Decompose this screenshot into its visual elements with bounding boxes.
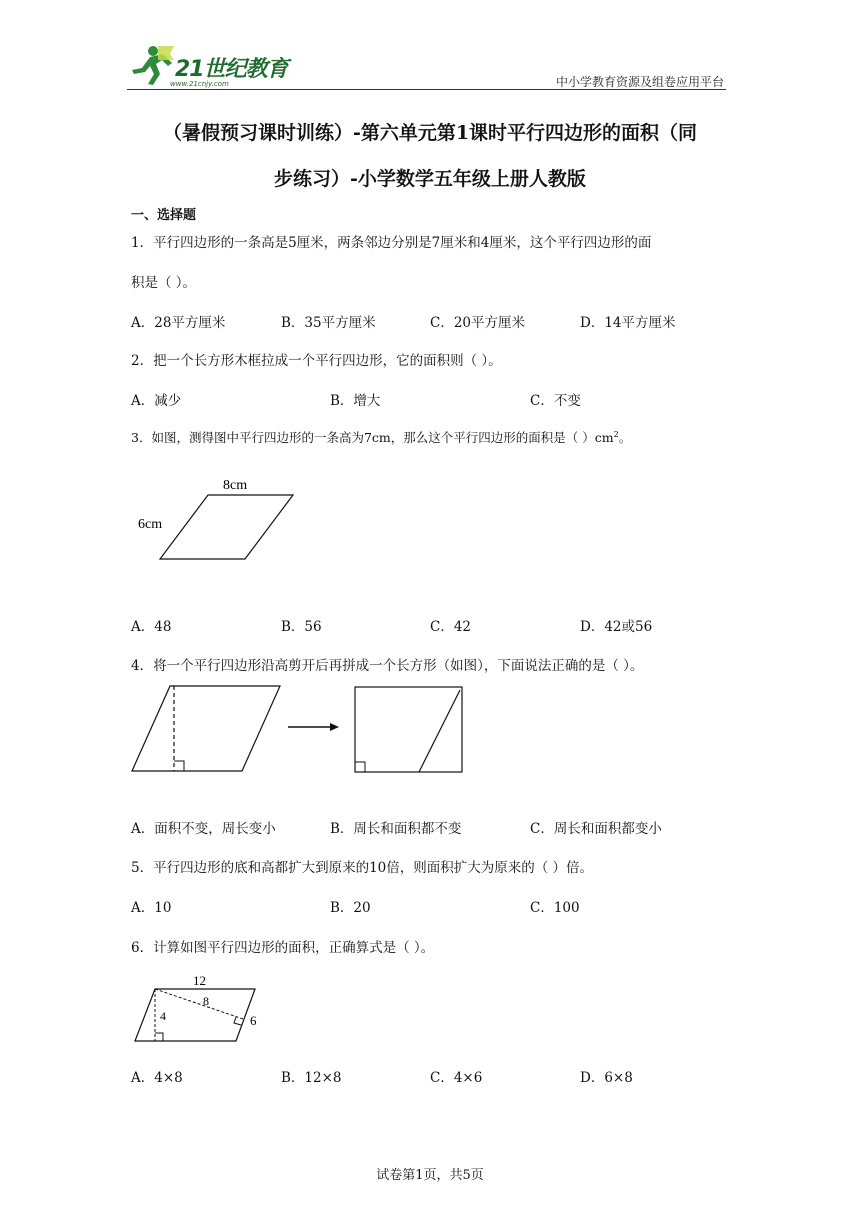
- q4-rectangle-shape: [355, 687, 462, 772]
- q4-rectangle-cut-line: [419, 690, 460, 772]
- question-1-line1: 1．平行四边形的一条高是5厘米，两条邻边分别是7厘米和4厘米，这个平行四边形的面: [131, 235, 652, 251]
- q1-option-b[interactable]: B．35平方厘米: [281, 315, 376, 331]
- page-title-line1: （暑假预习课时训练）-第六单元第1课时平行四边形的面积（同: [162, 122, 698, 144]
- q6-option-d[interactable]: D．6×8: [580, 1070, 633, 1086]
- question-5: 5．平行四边形的底和高都扩大到原来的10倍，则面积扩大为原来的（ ）倍。: [131, 860, 594, 876]
- q6-right-angle-mark-bottom: [155, 1033, 163, 1041]
- q1-option-c[interactable]: C．20平方厘米: [430, 315, 526, 331]
- q2-option-b[interactable]: B．增大: [330, 393, 381, 409]
- question-2: 2．把一个长方形木框拉成一个平行四边形，它的面积则（ ）。: [131, 353, 502, 369]
- logo-runner-icon: [128, 44, 176, 86]
- question-3-tail: 。: [618, 430, 632, 445]
- arrow-right-icon: [330, 723, 339, 731]
- header-divider: [127, 89, 726, 90]
- q5-option-c[interactable]: C．100: [530, 900, 580, 916]
- q4-right-angle-mark-left: [174, 761, 184, 771]
- q6-option-b[interactable]: B．12×8: [281, 1070, 342, 1086]
- q4-cut-and-rearrange-figure: [128, 680, 468, 780]
- q6-top-label: 12: [193, 973, 206, 988]
- question-4: 4．将一个平行四边形沿高剪开后再拼成一个长方形（如图），下面说法正确的是（ ）。: [131, 658, 644, 674]
- q6-diagonal-dashed-line: [155, 989, 243, 1019]
- page-title-line2: 步练习）-小学数学五年级上册人教版: [274, 168, 586, 190]
- q5-option-a[interactable]: A．10: [131, 900, 172, 916]
- page-footer: 试卷第1页，共5页: [376, 1168, 484, 1183]
- q6-right-angle-mark-side: [234, 1017, 241, 1025]
- q6-height-label: 4: [160, 1009, 166, 1023]
- question-3-text: 3．如图，测得图中平行四边形的一条高为7cm，那么这个平行四边形的面积是（ ）cm: [131, 430, 614, 445]
- q3-option-a[interactable]: A．48: [131, 619, 172, 635]
- q6-option-a[interactable]: A．4×8: [131, 1070, 183, 1086]
- logo-url: www.21cnjy.com: [170, 80, 229, 88]
- q6-parallelogram-shape: [135, 989, 255, 1041]
- q6-option-c[interactable]: C．4×6: [430, 1070, 483, 1086]
- header-platform-text: 中小学教育资源及组卷应用平台: [555, 75, 724, 89]
- question-3-sup: 2: [613, 429, 619, 439]
- question-3: [131, 428, 631, 446]
- q6-diag-label: 8: [203, 994, 209, 1008]
- q6-parallelogram-figure: [130, 968, 270, 1048]
- q1-option-d[interactable]: D．14平方厘米: [580, 315, 676, 331]
- q2-option-a[interactable]: A．减少: [131, 393, 182, 409]
- q4-option-c[interactable]: C．周长和面积都变小: [530, 821, 662, 837]
- q1-option-a[interactable]: A．28平方厘米: [131, 315, 226, 331]
- q2-option-c[interactable]: C．不变: [530, 393, 581, 409]
- q5-option-b[interactable]: B．20: [330, 900, 371, 916]
- logo-text: 21世纪教育: [175, 57, 288, 82]
- q3-parallelogram-figure: [130, 470, 310, 570]
- section-title: 一、选择题: [131, 208, 197, 223]
- q3-option-c[interactable]: C．42: [430, 619, 472, 635]
- q3-top-label: 8cm: [223, 478, 248, 493]
- q4-option-b[interactable]: B．周长和面积都不变: [330, 821, 462, 837]
- q3-option-d[interactable]: D．42或56: [580, 619, 653, 635]
- question-6: 6．计算如图平行四边形的面积，正确算式是（ ）。: [131, 940, 435, 956]
- q3-parallelogram-shape: [160, 495, 293, 559]
- q4-option-a[interactable]: A．面积不变，周长变小: [131, 821, 276, 837]
- question-1-line2: 积是（ ）。: [131, 275, 197, 291]
- q6-side-label: 6: [250, 1013, 257, 1028]
- q3-side-label: 6cm: [138, 517, 163, 532]
- page-title: [100, 110, 760, 202]
- q4-parallelogram-shape: [132, 686, 280, 771]
- q4-right-angle-mark-right: [355, 762, 365, 772]
- q3-option-b[interactable]: B．56: [281, 619, 322, 635]
